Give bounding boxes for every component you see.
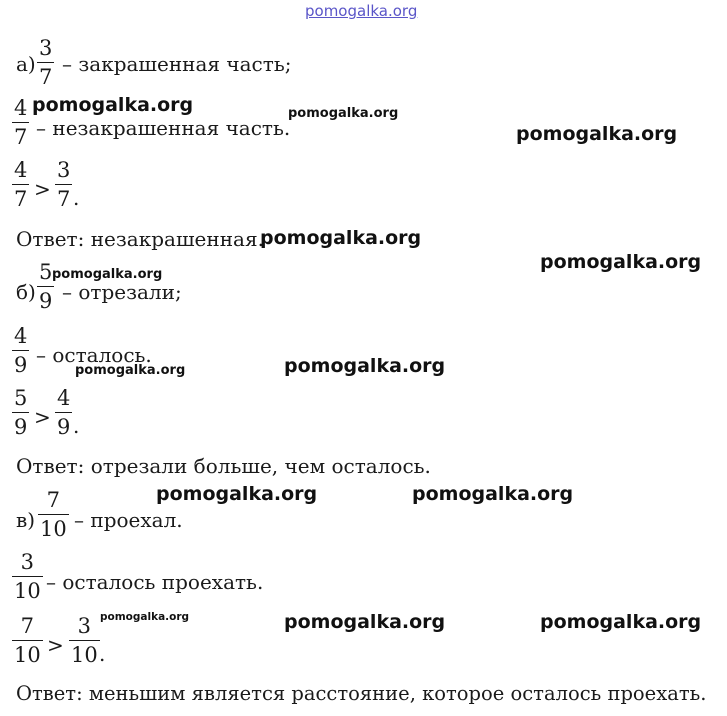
watermark: pomogalka.org	[32, 94, 194, 116]
fraction-bar	[38, 514, 69, 515]
part-b-left-text: – осталось.	[36, 343, 152, 367]
fraction-bar	[69, 640, 100, 641]
numerator: 5	[39, 260, 53, 284]
denominator: 7	[57, 187, 71, 212]
watermark: pomogalka.org	[516, 123, 678, 145]
numerator: 4	[14, 158, 28, 182]
part-a-label: а)	[16, 52, 36, 76]
denominator: 10	[14, 643, 41, 668]
part-c-label: в)	[16, 508, 36, 532]
watermark: pomogalka.org	[284, 611, 446, 633]
watermark: pomogalka.org	[284, 355, 446, 377]
fraction-bar	[55, 412, 72, 413]
denominator: 9	[57, 415, 71, 440]
numerator: 3	[20, 550, 35, 574]
numerator: 3	[39, 36, 53, 60]
numerator: 7	[20, 614, 35, 638]
part-b-label: б)	[16, 280, 36, 304]
watermark: pomogalka.org	[540, 251, 702, 273]
part-b-compare-right	[55, 386, 72, 439]
numerator: 7	[46, 488, 61, 512]
part-b-compare-operator: >	[34, 405, 51, 429]
watermark: pomogalka.org	[52, 267, 163, 282]
watermark: pomogalka.org	[412, 483, 574, 505]
part-b-answer: Ответ: отрезали больше, чем осталось.	[16, 454, 431, 478]
part-c-compare-end: .	[99, 642, 106, 666]
watermark: pomogalka.org	[260, 227, 422, 249]
part-b-compare-end: .	[73, 414, 80, 438]
part-c-compare-left	[12, 614, 43, 667]
part-a-compare-end: .	[73, 186, 80, 210]
part-a-shaded-text: – закрашенная часть;	[62, 52, 292, 76]
fraction-bar	[12, 184, 29, 185]
part-b-compare-left	[12, 386, 29, 439]
denominator: 10	[14, 579, 41, 604]
denominator: 10	[40, 517, 67, 542]
part-c-compare-right	[69, 614, 100, 667]
denominator: 9	[14, 353, 28, 378]
part-b-cut-text: – отрезали;	[62, 280, 182, 304]
fraction-bar	[55, 184, 72, 185]
denominator: 7	[14, 125, 28, 150]
watermark: pomogalka.org	[540, 611, 702, 633]
part-a-compare-left	[12, 158, 29, 211]
part-c-fraction-traveled	[38, 488, 69, 541]
part-c-compare-operator: >	[47, 633, 64, 657]
numerator: 4	[14, 96, 28, 120]
part-b-fraction-left	[12, 324, 29, 377]
watermark: pomogalka.org	[75, 363, 186, 378]
numerator: 5	[14, 386, 28, 410]
fraction-bar	[37, 286, 54, 287]
fraction-bar	[12, 576, 43, 577]
part-c-traveled-text: – проехал.	[74, 508, 183, 532]
denominator: 10	[71, 643, 98, 668]
part-c-remaining-text: – осталось проехать.	[46, 570, 264, 594]
part-a-compare-operator: >	[34, 177, 51, 201]
part-a-answer: Ответ: незакрашенная.	[16, 227, 264, 251]
fraction-bar	[12, 122, 29, 123]
denominator: 9	[39, 289, 53, 314]
fraction-bar	[12, 640, 43, 641]
part-a-unshaded-text: – незакрашенная часть.	[36, 116, 291, 140]
fraction-bar	[12, 350, 29, 351]
numerator: 4	[57, 386, 71, 410]
part-a-fraction-unshaded	[12, 96, 29, 149]
numerator: 3	[77, 614, 92, 638]
numerator: 3	[57, 158, 71, 182]
fraction-bar	[12, 412, 29, 413]
denominator: 7	[14, 187, 28, 212]
header-site-link[interactable]: pomogalka.org	[305, 2, 418, 20]
part-c-fraction-remaining	[12, 550, 43, 603]
fraction-bar	[37, 62, 54, 63]
denominator: 7	[39, 65, 53, 90]
watermark: pomogalka.org	[100, 611, 190, 623]
numerator: 4	[14, 324, 28, 348]
part-a-compare-right	[55, 158, 72, 211]
part-c-answer: Ответ: меньшим является расстояние, которое осталось проехать.	[16, 682, 707, 705]
part-a-fraction-shaded	[37, 36, 54, 89]
denominator: 9	[14, 415, 28, 440]
watermark: pomogalka.org	[288, 106, 399, 121]
watermark: pomogalka.org	[156, 483, 318, 505]
